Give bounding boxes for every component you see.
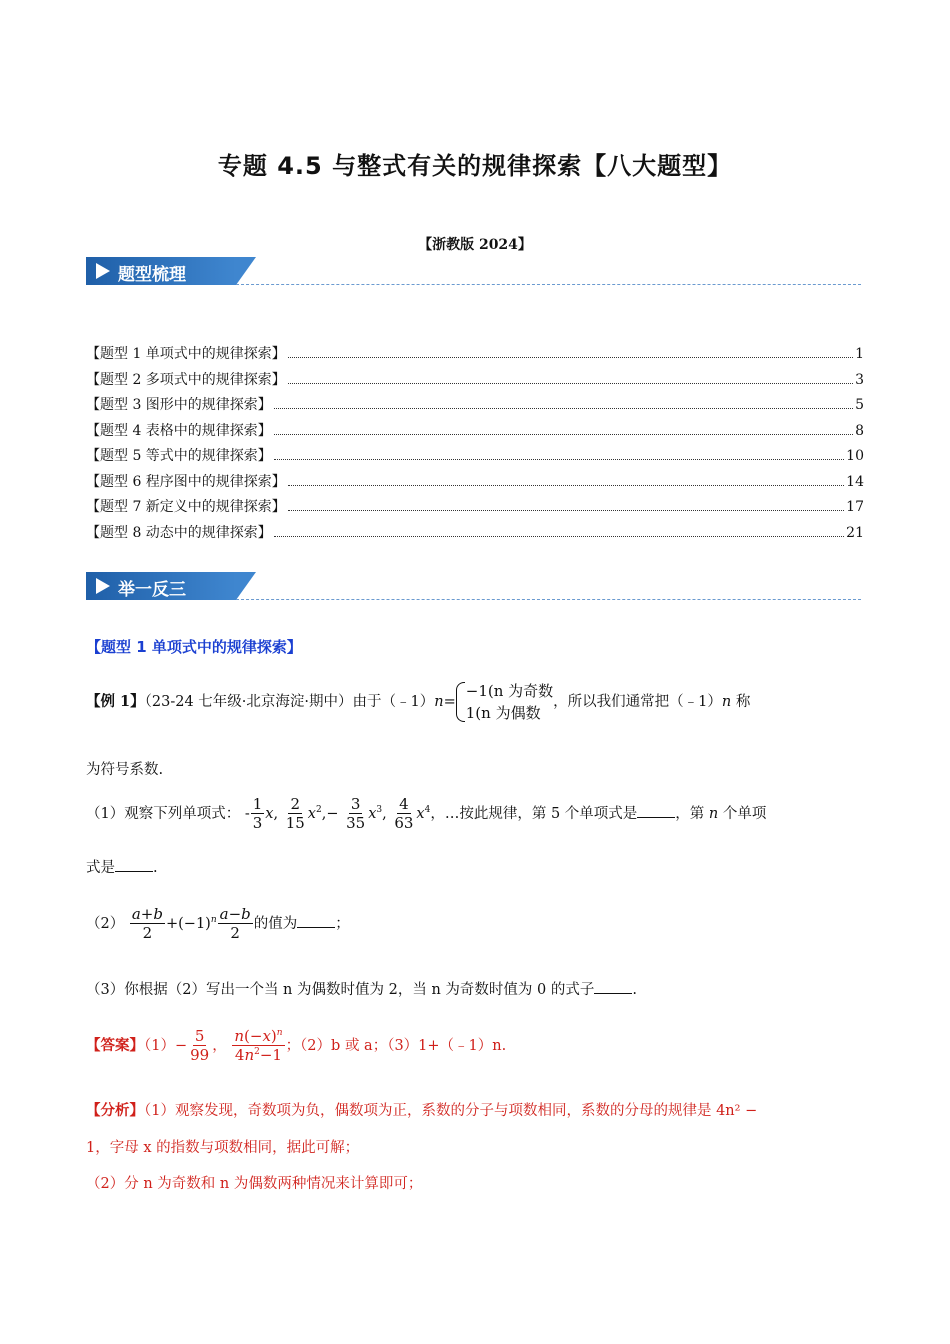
toc-item[interactable]: 【题型 6 程序图中的规律探索】 14 (86, 473, 864, 490)
analysis-line2: 1，字母 x 的指数与项数相同，据此可解； (86, 1140, 360, 1156)
table-of-contents (86, 343, 864, 547)
example-line2: 为符号系数. (86, 762, 164, 778)
toc-item[interactable]: 【题型 1 单项式中的规律探索】 1 (86, 346, 864, 362)
question-3: （3）你根据（2）写出一个当 n 为偶数时值为 2，当 n 为奇数时值为 0 的式子 . (86, 982, 637, 998)
banner-label: 举一反三 (118, 580, 186, 600)
edition-label: 【浙教版 2024】 (418, 237, 532, 253)
banner-label: 题型梳理 (118, 265, 186, 285)
toc-item[interactable]: 【题型 8 动态中的规律探索】 21 (86, 524, 864, 541)
analysis-line3: （2）分 n 为奇数和 n 为偶数两种情况来计算即可； (86, 1176, 423, 1192)
answer-blank[interactable] (297, 927, 335, 928)
play-arrow-icon (96, 263, 110, 279)
piecewise-brace: −1(n 为奇数 1(n 为偶数 (456, 680, 553, 724)
toc-item[interactable]: 【题型 7 新定义中的规律探索】 17 (86, 499, 864, 515)
answer-line: 【答案】（1）− $\frac{5}{99}$ ， $\frac{n(-x)^n}{4n^2-1}$ ；（2）b 或 a；（3）1+（﹣1）n. (86, 1027, 507, 1064)
question-2: （2） $\frac{a+b}{2}$ $+(-1)^n$ $\frac{a-b}{2}$ 的值为 ； (86, 905, 350, 942)
question-1-cont: 式是 . (86, 860, 158, 876)
toc-item[interactable]: 【题型 5 等式中的规律探索】 10 (86, 448, 864, 464)
answer-blank[interactable] (115, 871, 153, 872)
answer-blank[interactable] (637, 817, 675, 818)
section-heading: 【题型 1 单项式中的规律探索】 (86, 638, 302, 656)
analysis-line1: 【分析】（1）观察发现，奇数项为负，偶数项为正，系数的分子与项数相同，系数的分母的规律是 4n² − (86, 1102, 758, 1119)
page-title: 专题 4.5 与整式有关的规律探索【八大题型】 (217, 152, 733, 180)
answer-blank[interactable] (594, 993, 632, 994)
toc-item[interactable]: 【题型 4 表格中的规律探索】 8 (86, 422, 864, 439)
example-intro: 【例 1】（23-24 七年级·北京海淀·期中）由于（﹣1）n= −1(n 为奇数 1(n 为偶数 ，所以我们通常把（﹣1）n 称 (86, 682, 751, 722)
section-banner-examples (86, 572, 861, 602)
toc-item[interactable]: 【题型 3 图形中的规律探索】 5 (86, 397, 864, 413)
section-banner-overview (86, 257, 861, 287)
play-arrow-icon (96, 578, 110, 594)
toc-item[interactable]: 【题型 2 多项式中的规律探索】 3 (86, 371, 864, 388)
question-1: （1）观察下列单项式： - $\frac{1}{3}$ x, $\frac{2}{15}$ $x^2,-$ $\frac{3}{35}$ $x^3$, $\frac{4}{63}$ $x^4$，…按此规律，第 5 个单项式是 ，第 n 个单项 (86, 795, 767, 832)
